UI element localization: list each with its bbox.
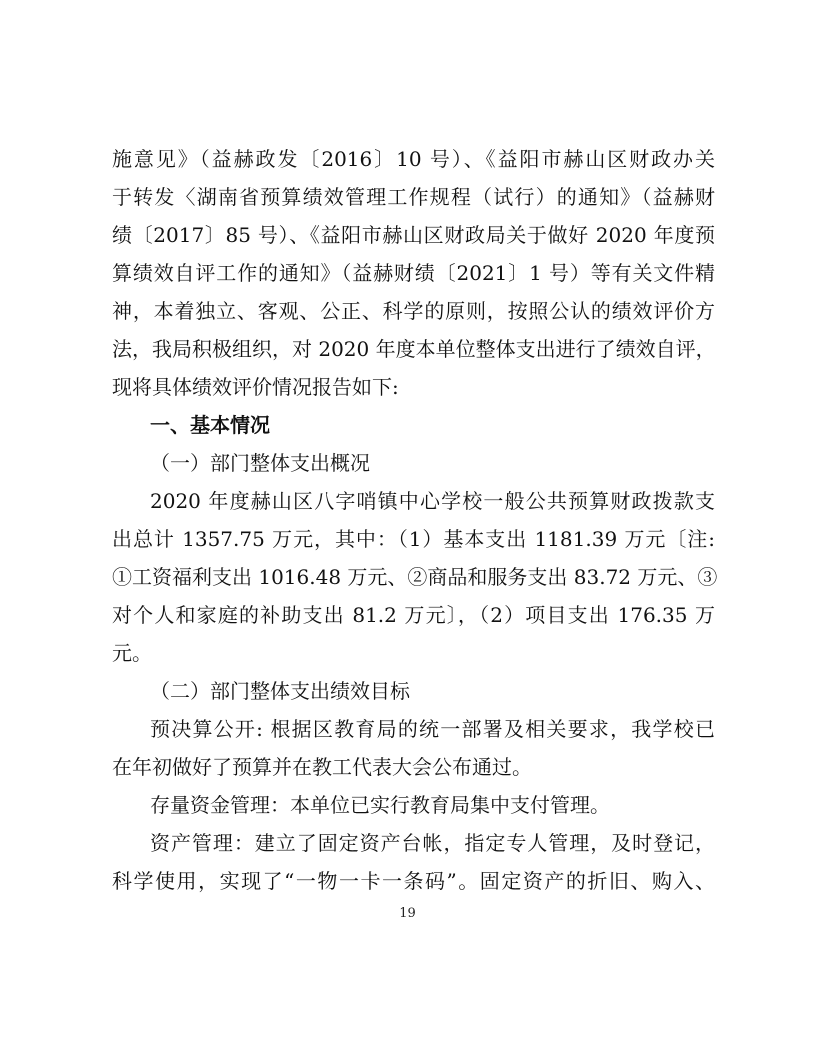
section-heading-basic-info: 一、基本情况	[150, 413, 270, 437]
intro-line-2: 于转发〈湖南省预算绩效管理工作规程（试行）的通知》（益赫财	[112, 185, 715, 209]
overview-line-4: 对个人和家庭的补助支出 81.2 万元〕，（2）项目支出 176.35 万	[112, 603, 715, 627]
overview-line-3: ①工资福利支出 1016.48 万元、②商品和服务支出 83.72 万元、③	[112, 565, 718, 589]
intro-line-1: 施意见》（益赫政发〔2016〕10 号）、《益阳市赫山区财政办关	[112, 147, 715, 171]
asset-management-line-1: 资产管理：建立了固定资产台帐，指定专人管理，及时登记，	[150, 831, 715, 855]
budget-disclosure-line-2: 在年初做好了预算并在教工代表大会公布通过。	[112, 755, 532, 779]
overview-line-2: 出总计 1357.75 万元，其中：（1）基本支出 1181.39 万元〔注:	[112, 527, 715, 551]
page-number: 19	[399, 906, 416, 921]
overview-line-5: 元。	[112, 641, 152, 665]
subsection-heading-goals: （二）部门整体支出绩效目标	[150, 679, 410, 703]
intro-line-4: 算绩效自评工作的通知》（益赫财绩〔2021〕1 号）等有关文件精	[112, 261, 715, 285]
overview-line-1: 2020 年度赫山区八字哨镇中心学校一般公共预算财政拨款支	[150, 489, 715, 513]
intro-line-6: 法，我局积极组织，对 2020 年度本单位整体支出进行了绩效自评，	[112, 337, 716, 361]
intro-line-7: 现将具体绩效评价情况报告如下:	[112, 375, 399, 399]
asset-management-line-2: 科学使用，实现了“一物一卡一条码”。固定资产的折旧、购入、	[112, 869, 715, 893]
intro-line-3: 绩〔2017〕85 号）、《益阳市赫山区财政局关于做好 2020 年度预	[112, 223, 715, 247]
budget-disclosure-line-1: 预决算公开: 根据区教育局的统一部署及相关要求，我学校已	[150, 717, 715, 741]
stock-funds-line-1: 存量资金管理：本单位已实行教育局集中支付管理。	[150, 793, 610, 817]
intro-line-5: 神，本着独立、客观、公正、科学的原则，按照公认的绩效评价方	[112, 299, 715, 323]
subsection-heading-overview: （一）部门整体支出概况	[150, 451, 370, 475]
